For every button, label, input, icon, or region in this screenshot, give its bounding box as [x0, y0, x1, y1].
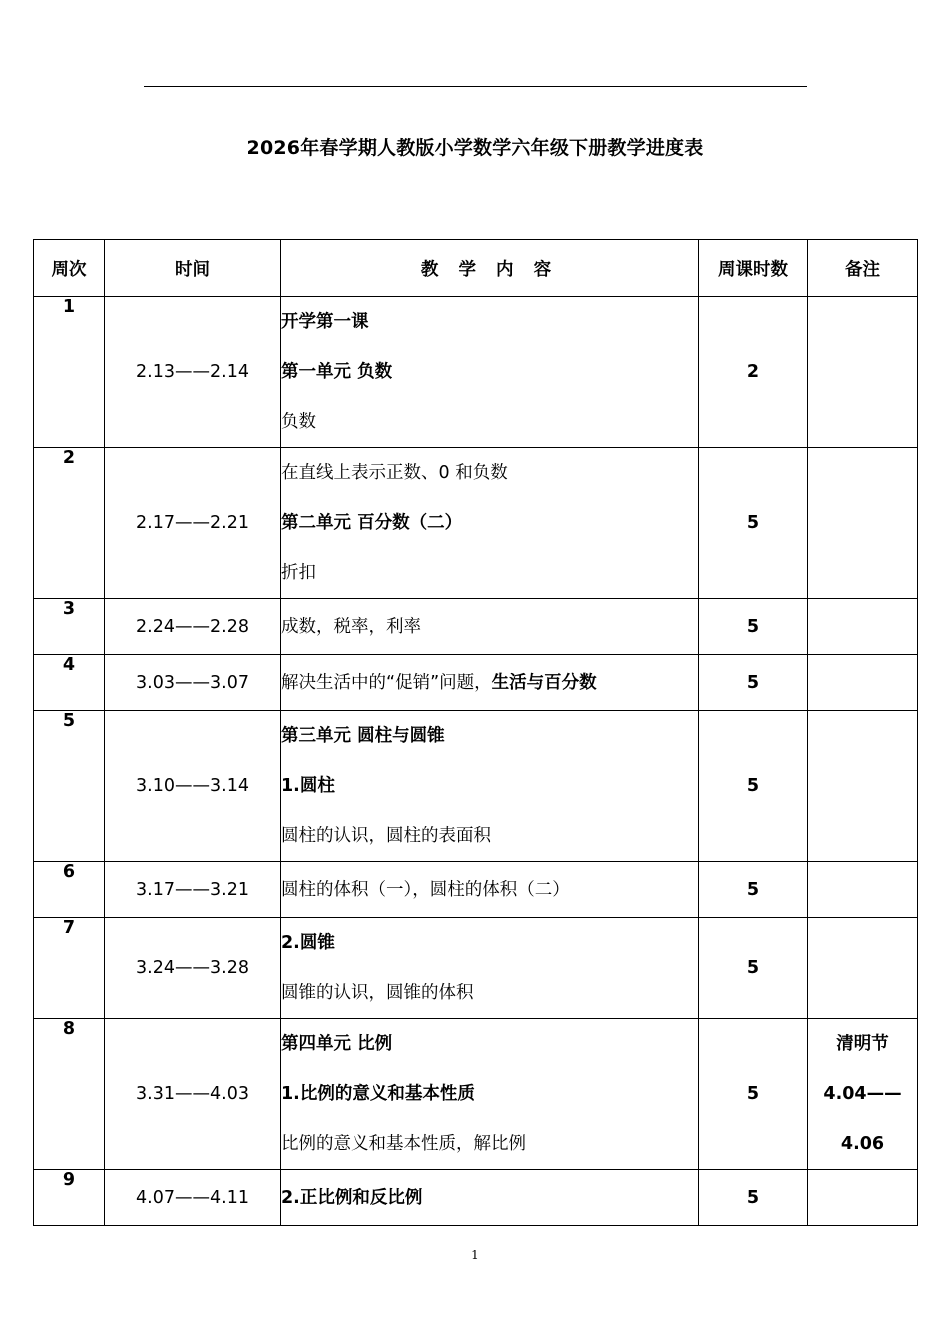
note-cell	[808, 297, 918, 448]
table-row	[34, 1170, 918, 1226]
content-line: 负数	[281, 412, 316, 432]
header-hours: 周课时数	[699, 240, 808, 297]
content-line: 2.正比例和反比例	[281, 1187, 423, 1208]
content-cell	[281, 655, 699, 711]
content-cell	[281, 297, 699, 448]
date-cell: 4.07——4.11	[105, 1170, 281, 1226]
table-row	[34, 448, 918, 599]
header-content: 教 学 内 容	[281, 240, 699, 297]
week-cell: 7	[34, 918, 105, 1019]
content-line: 1.圆柱	[281, 776, 335, 796]
week-cell: 8	[34, 1019, 105, 1170]
note-cell	[808, 918, 918, 1019]
content-cell	[281, 918, 699, 1019]
content-line: 第一单元 负数	[281, 362, 393, 382]
content-text-bold: 生活与百分数	[491, 672, 597, 693]
content-line: 圆柱的体积（一），圆柱的体积（二）	[281, 879, 570, 900]
content-line: 在直线上表示正数、0 和负数	[281, 463, 508, 483]
hours-cell: 5	[699, 862, 808, 918]
content-line: 1.比例的意义和基本性质	[281, 1084, 475, 1104]
table-row	[34, 711, 918, 862]
note-line: 4.06	[840, 1134, 885, 1154]
date-cell: 2.13——2.14	[105, 297, 281, 448]
hours-cell: 5	[699, 918, 808, 1019]
week-cell: 4	[34, 655, 105, 711]
content-cell	[281, 711, 699, 862]
hours-cell: 5	[699, 711, 808, 862]
page-number: 1	[471, 1248, 479, 1262]
content-line: 第二单元 百分数（二）	[281, 513, 463, 533]
note-cell	[808, 1019, 918, 1170]
header-week: 周次	[34, 240, 105, 297]
content-line: 第三单元 圆柱与圆锥	[281, 726, 445, 746]
date-cell: 2.24——2.28	[105, 599, 281, 655]
hours-cell: 5	[699, 655, 808, 711]
table-row	[34, 1019, 918, 1170]
hours-cell: 2	[699, 297, 808, 448]
content-line: 圆锥的认识，圆锥的体积	[281, 983, 474, 1003]
note-line: 清明节	[836, 1034, 889, 1054]
content-cell	[281, 599, 699, 655]
table-row	[34, 918, 918, 1019]
hours-cell: 5	[699, 599, 808, 655]
header-rule	[144, 86, 807, 87]
table-row	[34, 599, 918, 655]
content-line: 开学第一课	[281, 312, 369, 332]
week-cell: 2	[34, 448, 105, 599]
note-cell	[808, 448, 918, 599]
date-cell: 3.10——3.14	[105, 711, 281, 862]
hours-cell: 5	[699, 448, 808, 599]
week-cell: 9	[34, 1170, 105, 1226]
content-cell	[281, 862, 699, 918]
table-header-row	[34, 240, 918, 297]
content-cell	[281, 1019, 699, 1170]
document-title: 2026年春学期人教版小学数学六年级下册教学进度表	[246, 137, 704, 159]
content-cell	[281, 448, 699, 599]
date-cell: 3.24——3.28	[105, 918, 281, 1019]
table-row	[34, 297, 918, 448]
note-cell	[808, 1170, 918, 1226]
content-line: 2.圆锥	[281, 933, 335, 953]
note-cell	[808, 655, 918, 711]
header-note: 备注	[808, 240, 918, 297]
week-cell: 5	[34, 711, 105, 862]
header-date: 时间	[105, 240, 281, 297]
content-line: 折扣	[281, 563, 316, 583]
hours-cell: 5	[699, 1019, 808, 1170]
content-line	[281, 658, 698, 708]
table-row	[34, 862, 918, 918]
note-cell	[808, 862, 918, 918]
content-line: 第四单元 比例	[281, 1034, 393, 1054]
content-cell	[281, 1170, 699, 1226]
content-line: 成数，税率，利率	[281, 616, 421, 637]
note-cell	[808, 599, 918, 655]
week-cell: 3	[34, 599, 105, 655]
note-cell	[808, 711, 918, 862]
content-line: 圆柱的认识，圆柱的表面积	[281, 826, 491, 846]
hours-cell: 5	[699, 1170, 808, 1226]
date-cell: 3.17——3.21	[105, 862, 281, 918]
content-line: 比例的意义和基本性质，解比例	[281, 1134, 526, 1154]
week-cell: 1	[34, 297, 105, 448]
week-cell: 6	[34, 862, 105, 918]
date-cell: 2.17——2.21	[105, 448, 281, 599]
table-row	[34, 655, 918, 711]
schedule-table	[33, 239, 918, 1226]
note-line: 4.04——	[823, 1084, 902, 1104]
date-cell: 3.03——3.07	[105, 655, 281, 711]
date-cell: 3.31——4.03	[105, 1019, 281, 1170]
content-text: 解决生活中的“促销”问题，	[281, 672, 492, 693]
